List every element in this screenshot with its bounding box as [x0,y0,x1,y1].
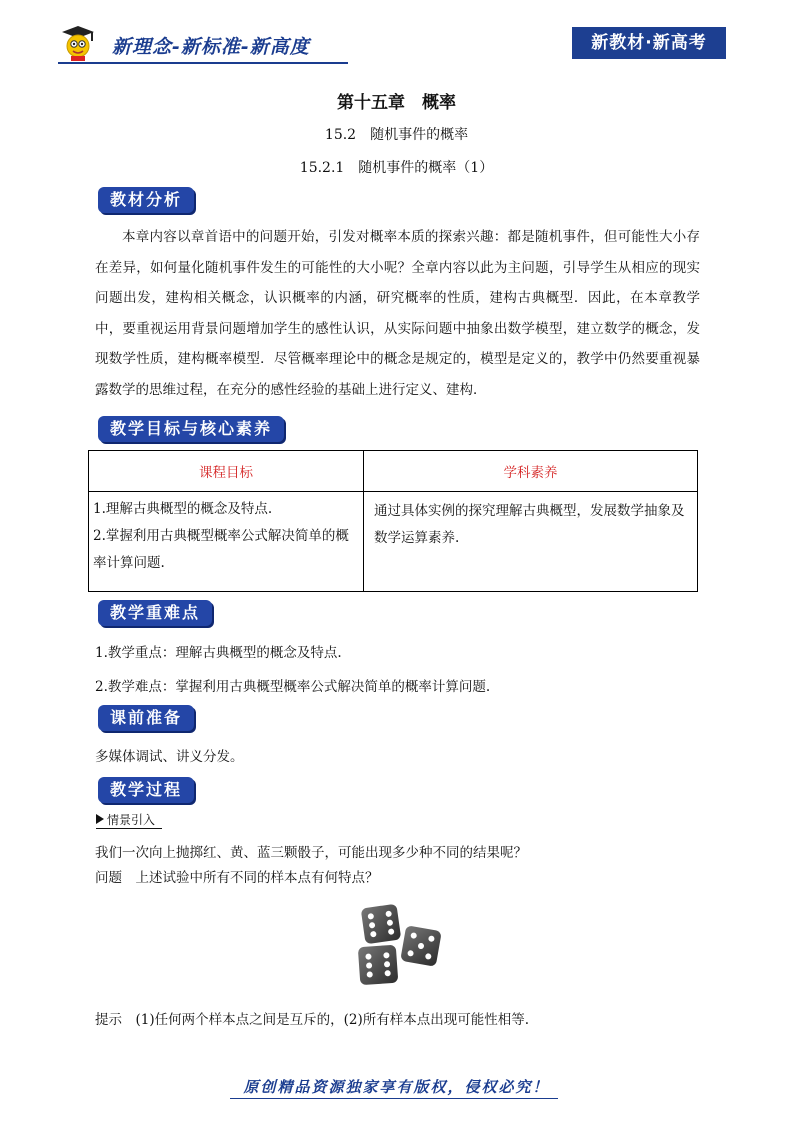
prep-heading: 课前准备 [98,705,194,731]
analysis-text: 本章内容以章首语中的问题开始，引发对概率本质的探索兴趣：都是随机事件，但可能性大小存在差异，如何量化随机事件发生的可能性的大小呢？全章内容以此为主问题，引导学生从相应的现实问题出发，建构相关概念，认识概率的内涵，研究概率的性质，建构古典概型．因此，在本章教学中，要重视运用背景问题增加学生的感性认识，从实际问题中抽象出数学模型，建立数学的概念，发现数学性质，建构概率模型．尽管概率理论中的概念是规定的，模型是定义的，教学中仍然要重视暴露数学的思维过程，在充分的感性经验的基础上进行定义、建构． [95,229,700,398]
goals-table [88,450,698,592]
subsection-title: 15.2.1 随机事件的概率（1） [299,160,494,176]
triangle-bullet-icon [96,814,104,824]
intro-label-text: 情景引入 [107,813,156,827]
hint-text: 提示 (1)任何两个样本点之间是互斥的，(2)所有样本点出现可能性相等. [95,1012,530,1028]
key-difficulty-text: 2.教学难点：掌握利用古典概型概率公式解决简单的概率计算问题. [95,679,491,695]
chapter-title: 第十五章 概率 [337,93,456,113]
table-cell-course-goals [89,492,364,592]
question-1: 我们一次向上抛掷红、黄、蓝三颗骰子，可能出现多少种不同的结果呢？ [95,845,527,861]
analysis-heading: 教材分析 [98,187,194,213]
intro-underline [96,828,162,829]
footer-copyright: 原创精品资源独家享有版权，侵权必究！ [243,1078,550,1096]
goals-heading: 教学目标与核心素养 [98,416,284,442]
section-title: 15.2 随机事件的概率 [324,127,469,143]
goal-item-2: 2.掌握利用古典概型概率公式解决简单的概率计算问题. [93,528,349,571]
table-cell-literacy: 通过具体实例的探究理解古典概型，发展数学抽象及数学运算素养. [364,492,698,592]
intro-label [96,811,155,828]
logo-mascot-icon [58,22,98,62]
footer-underline [230,1098,558,1099]
key-focus-text: 1.教学重点：理解古典概型的概念及特点. [95,645,342,661]
table-header-literacy: 学科素养 [364,451,698,492]
goal-item-1: 1.理解古典概型的概念及特点. [93,501,273,517]
header-badge: 新教材·新高考 [572,27,726,59]
table-header-course-goals: 课程目标 [89,451,364,492]
prep-text: 多媒体调试、讲义分发。 [95,749,244,765]
keypoints-heading: 教学重难点 [98,600,212,626]
header-divider [58,62,348,64]
process-heading: 教学过程 [98,777,194,803]
dice-illustration [355,902,445,990]
header-slogan: 新理念-新标准-新高度 [112,36,310,58]
question-2: 问题 上述试验中所有不同的样本点有何特点？ [95,870,379,886]
